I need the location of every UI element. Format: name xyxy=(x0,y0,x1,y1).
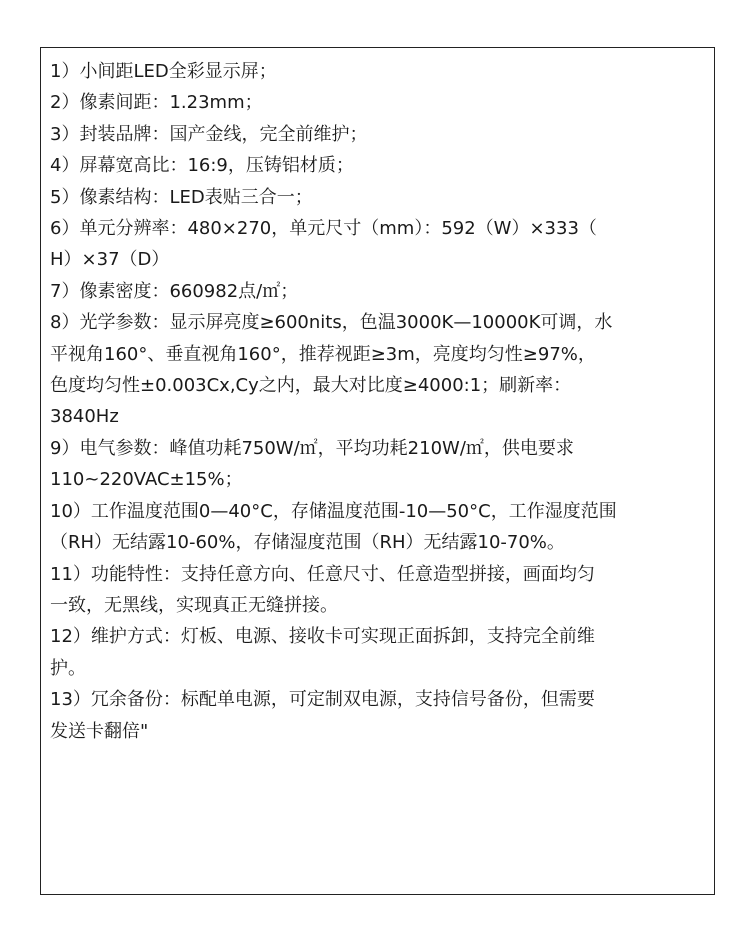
spec-line-6: 6）单元分辨率：480×270，单元尺寸（mm）：592（W）×333（ xyxy=(50,218,597,240)
spec-line-3: 3）封装品牌：国产金线，完全前维护； xyxy=(50,123,368,145)
spec-line-12-cont: 护。 xyxy=(50,657,86,679)
spec-line-11-cont: 一致，无黑线，实现真正无缝拼接。 xyxy=(50,594,338,616)
spec-line-7: 7）像素密度：660982点/㎡； xyxy=(50,280,299,302)
spec-line-8-cont-1: 平视角160°、垂直视角160°，推荐视距≥3m，亮度均匀性≥97%， xyxy=(50,343,596,365)
spec-list-box xyxy=(40,47,715,895)
spec-line-13: 13）冗余备份：标配单电源，可定制双电源，支持信号备份，但需要 xyxy=(50,689,595,711)
spec-line-4: 4）屏幕宽高比：16:9，压铸铝材质； xyxy=(50,155,354,177)
spec-line-10-cont: （RH）无结露10-60%，存储湿度范围（RH）无结露10-70%。 xyxy=(50,532,565,554)
spec-line-12: 12）维护方式：灯板、电源、接收卡可实现正面拆卸，支持完全前维 xyxy=(50,626,595,648)
spec-line-1: 1）小间距LED全彩显示屏； xyxy=(50,61,277,82)
spec-line-8-cont-3: 3840Hz xyxy=(50,406,119,428)
spec-line-9: 9）电气参数：峰值功耗750W/㎡，平均功耗210W/㎡，供电要求 xyxy=(50,437,574,459)
spec-line-8: 8）光学参数：显示屏亮度≥600nits，色温3000K—10000K可调，水 xyxy=(50,312,613,334)
spec-line-6-cont: H）×37（D） xyxy=(50,249,170,271)
spec-line-8-cont-2: 色度均匀性±0.003Cx,Cy之内，最大对比度≥4000:1；刷新率： xyxy=(50,375,572,397)
spec-line-5: 5）像素结构：LED表贴三合一； xyxy=(50,186,313,208)
spec-line-11: 11）功能特性：支持任意方向、任意尺寸、任意造型拼接，画面均匀 xyxy=(50,563,595,585)
spec-line-9-cont: 110~220VAC±15%； xyxy=(50,469,243,491)
spec-line-2: 2）像素间距：1.23mm； xyxy=(50,92,263,114)
spec-line-10: 10）工作温度范围0—40°C，存储温度范围-10—50°C，工作湿度范围 xyxy=(50,500,617,522)
spec-line-13-cont: 发送卡翻倍" xyxy=(50,720,149,742)
